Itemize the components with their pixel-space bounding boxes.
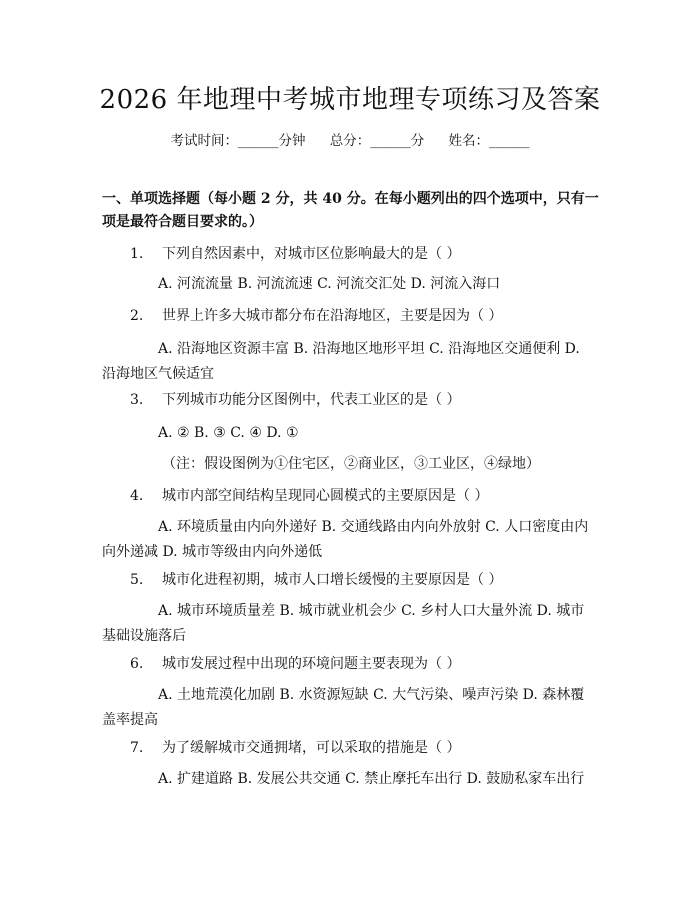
question-text: 下列自然因素中，对城市区位影响最大的是（ ） (162, 246, 461, 262)
question-4-options: A. 环境质量由内向外递好 B. 交通线路由内向外放射 C. 人口密度由内向外递减 D. 城市等级由内向外递低 (102, 519, 589, 560)
exam-total-score: 总分：______分 (329, 133, 425, 149)
question-number: 7. (130, 740, 144, 756)
question-3 (102, 389, 602, 411)
student-name: 姓名：______ (448, 133, 530, 149)
exam-time: 考试时间：______分钟 (170, 133, 306, 149)
question-number: 6. (130, 656, 144, 672)
question-6-options: A. 土地荒漠化加剧 B. 水资源短缺 C. 大气污染、噪声污染 D. 森林覆盖率提高 (102, 687, 585, 728)
question-number: 1. (130, 246, 144, 262)
question-text: 为了缓解城市交通拥堵，可以采取的措施是（ ） (162, 740, 461, 756)
question-5 (102, 569, 602, 591)
question-text: 世界上许多大城市都分布在沿海地区，主要是因为（ ） (162, 308, 503, 324)
question-4 (102, 485, 602, 507)
question-1 (102, 243, 602, 265)
question-text: 下列城市功能分区图例中，代表工业区的是（ ） (162, 392, 461, 408)
question-number: 3. (130, 392, 144, 408)
question-7-options: A. 扩建道路 B. 发展公共交通 C. 禁止摩托车出行 D. 鼓励私家车出行 (158, 771, 585, 787)
question-text: 城市发展过程中出现的环境问题主要表现为（ ） (162, 656, 461, 672)
question-number: 4. (130, 488, 144, 504)
question-text: 城市内部空间结构呈现同心圆模式的主要原因是（ ） (162, 488, 489, 504)
question-5-options: A. 城市环境质量差 B. 城市就业机会少 C. 乡村人口大量外流 D. 城市基础设施落后 (102, 603, 585, 644)
question-2-options: A. 沿海地区资源丰富 B. 沿海地区地形平坦 C. 沿海地区交通便利 D. 沿海地区气候适宜 (102, 341, 580, 382)
question-1-options: A. 河流流量 B. 河流流速 C. 河流交汇处 D. 河流入海口 (158, 276, 501, 292)
question-number: 5. (130, 572, 144, 588)
question-text: 城市化进程初期，城市人口增长缓慢的主要原因是（ ） (162, 572, 503, 588)
section-heading: 一、单项选择题（每小题 2 分，共 40 分。在每小题列出的四个选项中，只有一项是最符合题目要求的。） (102, 191, 599, 230)
page-title: 2026 年地理中考城市地理专项练习及答案 (99, 85, 601, 115)
question-number: 2. (130, 308, 144, 324)
question-7 (102, 737, 602, 759)
question-3-options: A. ② B. ③ C. ④ D. ① (158, 425, 299, 441)
exam-meta (0, 130, 700, 152)
question-2 (102, 305, 602, 327)
question-3-note: （注：假设图例为①住宅区，②商业区，③工业区，④绿地） (162, 456, 540, 472)
question-6 (102, 653, 602, 675)
